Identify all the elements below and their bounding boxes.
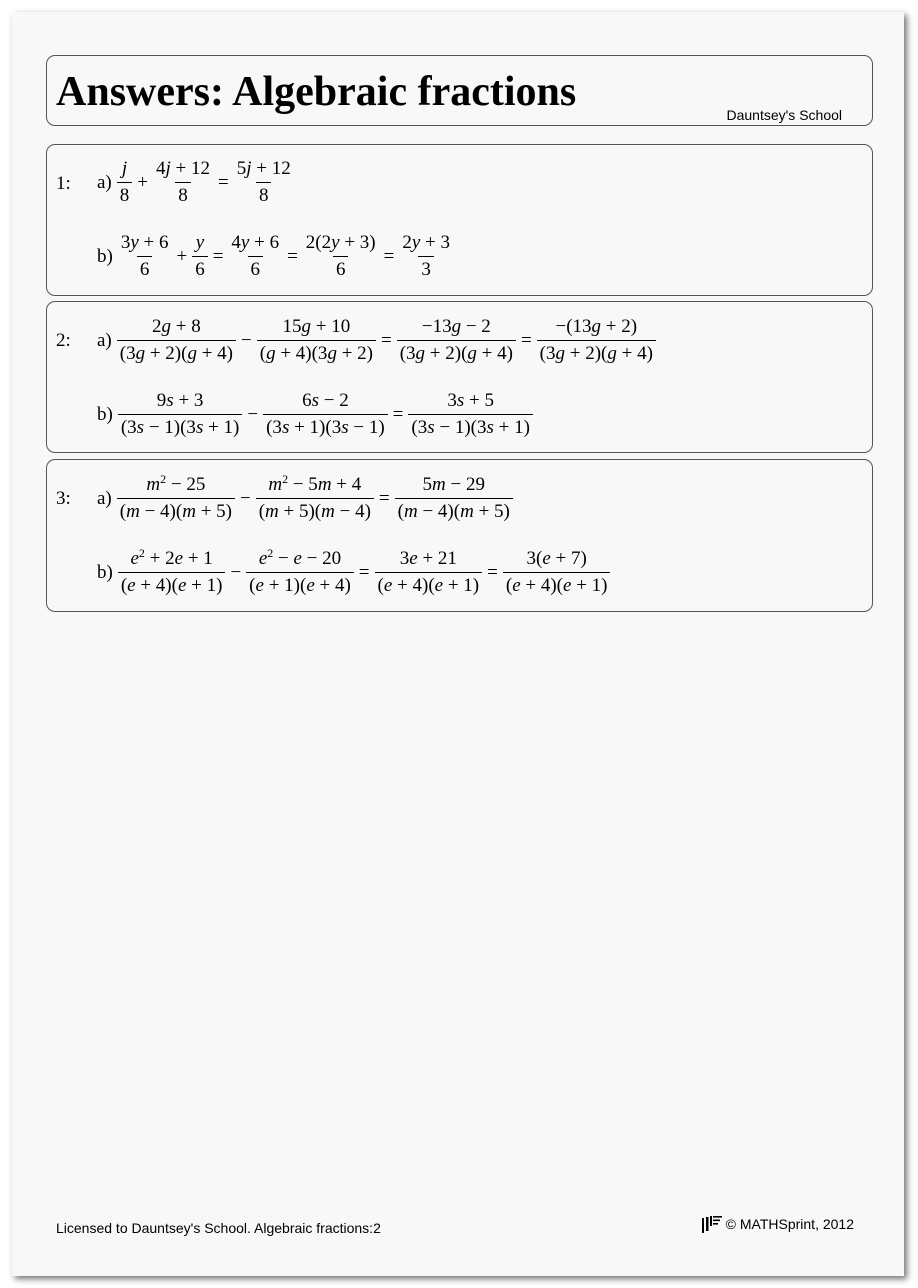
fraction: $\frac{-13g - 2}{(3g + 2)(g + 4)}$ [395, 316, 518, 365]
fraction: $\frac{2g + 8}{(3g + 2)(g + 4)}$ [115, 316, 238, 365]
answer-line [97, 390, 535, 439]
fraction: $\frac{2y + 3}{3}$ [402, 232, 450, 280]
answer-expression: $\frac{2g + 8}{(3g + 2)(g + 4)}$ − $\frac{15g + 10}{(g + 4)(3g + 2)}$ = $\frac{-13g - 2}{(3g + 2)(g + 4)}$ = $\frac{-(13g + 2)}{(3g + 2)(g + 4)}$ [115, 316, 658, 365]
fraction: $\frac{e^2 + 2e + 1}{(e + 4)(e + 1)}$ [116, 548, 228, 597]
fraction: $\frac{6s - 2}{(3s + 1)(3s - 1)}$ [261, 390, 390, 439]
question-number: 1: [56, 173, 71, 194]
part-label: a) [97, 487, 112, 509]
mathsprint-logo-icon [702, 1215, 724, 1233]
fraction: $\frac{3s + 5}{(3s - 1)(3s + 1)}$ [406, 390, 535, 439]
school-name: Dauntsey's School [726, 107, 842, 123]
copyright-text: © MATHSprint, 2012 [725, 1216, 854, 1232]
fraction: $\frac{e^2 - e - 20}{(e + 1)(e + 4)}$ [244, 548, 356, 597]
fraction: $\frac{m^2 - 5m + 4}{(m + 5)(m - 4)}$ [254, 474, 376, 523]
answer-line [97, 474, 515, 523]
answer-expression: $\frac{e^2 + 2e + 1}{(e + 4)(e + 1)}$ − $\frac{e^2 - e - 20}{(e + 1)(e + 4)}$ = $\frac{3e + 21}{(e + 4)(e + 1)}$ = $\frac{3(e + 7)}{(e + 4)(e + 1)}$ [116, 548, 613, 597]
part-label: b) [97, 403, 113, 425]
answer-expression: $\frac{9s + 3}{(3s - 1)(3s + 1)}$ − $\frac{6s - 2}{(3s + 1)(3s - 1)}$ = $\frac{3s + 5}{(3s - 1)(3s + 1)}$ [116, 390, 535, 439]
fraction: $\frac{2(2y + 3)}{6}$ [305, 232, 376, 280]
part-label: b) [97, 561, 113, 583]
copyright [702, 1215, 854, 1233]
fraction: $\frac{5m - 29}{(m - 4)(m + 5)}$ [393, 474, 515, 523]
answer-expression: $\frac{j}{8}$ + $\frac{4j + 12}{8}$ = $\frac{5j + 12}{8}$ [115, 158, 296, 207]
part-label: a) [97, 329, 112, 351]
answer-line [97, 158, 296, 207]
answer-line [97, 316, 658, 365]
question-number: 2: [56, 330, 71, 351]
fraction: $\frac{j}{8}$ [115, 158, 135, 207]
part-label: a) [97, 171, 112, 193]
fraction: $\frac{m^2 - 25}{(m - 4)(m + 5)}$ [115, 474, 237, 523]
page-title: Answers: Algebraic fractions [56, 69, 577, 115]
fraction: $\frac{4j + 12}{8}$ [155, 158, 210, 206]
fraction: $\frac{3(e + 7)}{(e + 4)(e + 1)}$ [501, 548, 613, 597]
fraction: $\frac{15g + 10}{(g + 4)(3g + 2)}$ [255, 316, 378, 365]
answer-expression: $\frac{m^2 - 25}{(m - 4)(m + 5)}$ − $\frac{m^2 - 5m + 4}{(m + 5)(m - 4)}$ = $\frac{5m - 29}{(m - 4)(m + 5)}$ [115, 474, 515, 523]
fraction: $\frac{-(13g + 2)}{(3g + 2)(g + 4)}$ [535, 316, 658, 365]
answer-line [97, 232, 455, 281]
fraction: $\frac{9s + 3}{(3s - 1)(3s + 1)}$ [116, 390, 245, 439]
fraction: $\frac{3y + 6}{6}$ [120, 232, 169, 280]
answer-expression: $\frac{3y + 6}{6}$ + $\frac{y}{6}$ = $\frac{4y + 6}{6}$ = $\frac{2(2y + 3)}{6}$ = $\frac{2y + 3}{3}$ [116, 232, 455, 281]
fraction: $\frac{5j + 12}{8}$ [236, 158, 291, 206]
answer-line [97, 548, 612, 597]
part-label: b) [97, 245, 113, 267]
fraction: $\frac{4y + 6}{6}$ [231, 232, 280, 280]
fraction: $\frac{y}{6}$ [190, 232, 210, 281]
license-text: Licensed to Dauntsey's School. Algebraic fractions:2 [56, 1220, 381, 1236]
question-number: 3: [56, 488, 71, 509]
fraction: $\frac{3e + 21}{(e + 4)(e + 1)}$ [373, 548, 485, 597]
